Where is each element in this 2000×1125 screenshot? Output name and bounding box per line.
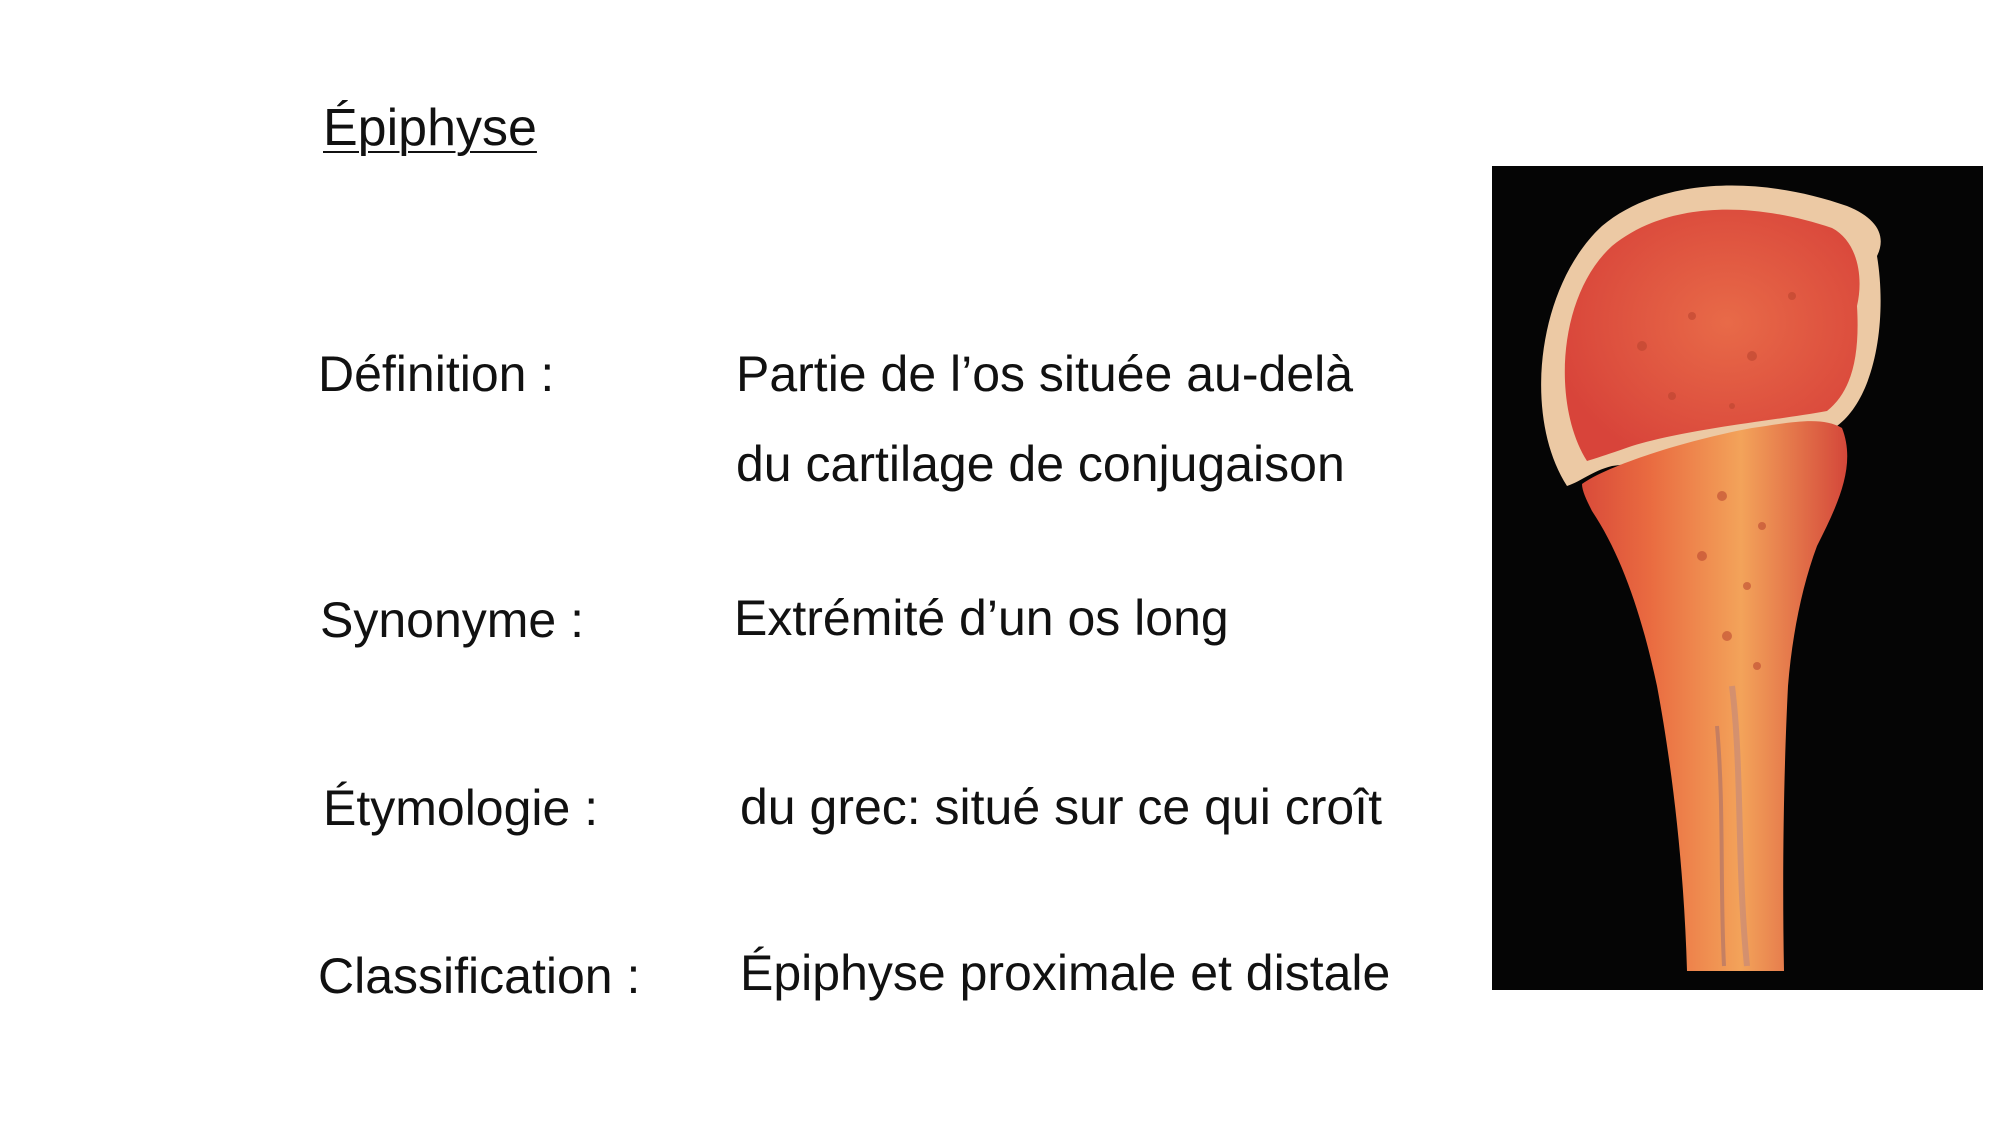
definition-value-line-1: Partie de l’os située au-delà (736, 346, 1354, 402)
etymology-value: du grec: situé sur ce qui croît (740, 779, 1382, 835)
definition-value-line-2: du cartilage de conjugaison (736, 436, 1345, 492)
bone-section-photo (1492, 166, 1983, 990)
bone-section-illustration (1492, 166, 1983, 990)
etymology-label: Étymologie : (323, 780, 599, 836)
synonym-label: Synonyme : (320, 592, 585, 648)
slide-title: Épiphyse (323, 99, 537, 157)
synonym-value: Extrémité d’un os long (734, 590, 1229, 646)
definition-label: Définition : (318, 346, 555, 402)
classification-value: Épiphyse proximale et distale (740, 945, 1391, 1001)
classification-label: Classification : (318, 948, 641, 1004)
